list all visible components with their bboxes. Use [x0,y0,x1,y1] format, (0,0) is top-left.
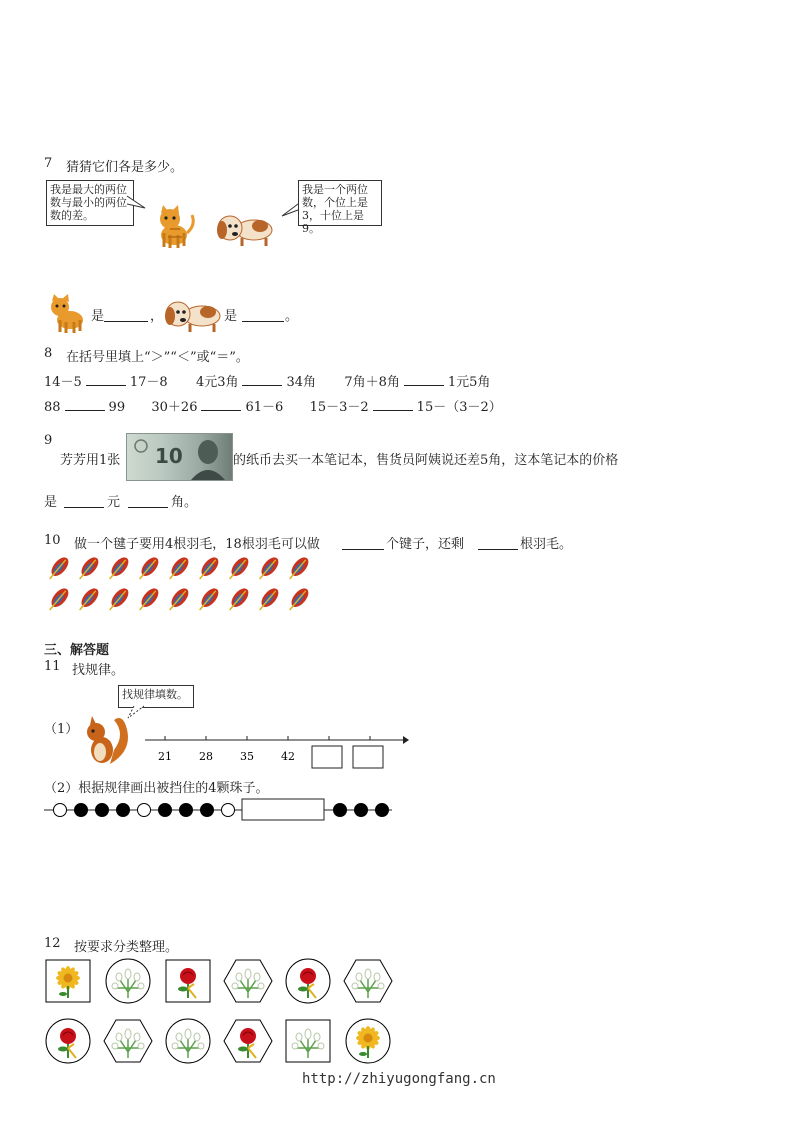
circle-lily-card[interactable] [164,1018,212,1064]
black-bead [376,804,389,817]
q8-r2-right-1: 99 [108,400,126,415]
q8-r1-left-3: 7角＋8角 [344,375,400,390]
q7-blank-dog[interactable] [242,307,284,322]
feather-icon [104,555,132,583]
feather-icon [284,555,312,583]
q8-r2-left-2: 30＋26 [151,400,198,415]
q9-line2-start: 是 [44,495,58,510]
q8-r1-right-2: 34角 [286,375,317,390]
number-line-label: 28 [199,750,213,763]
feather-icon [224,555,252,583]
q7-blank-cat[interactable] [104,307,148,322]
q8-r2-right-2: 61－6 [245,400,284,415]
q8-r1-blank-1[interactable] [86,371,126,386]
dog-icon [214,208,274,248]
black-bead [117,804,130,817]
squirrel-bubble-text: 找规律填数。 [122,688,188,701]
number-line-label: 35 [240,750,254,763]
q11-number: 11 [44,659,61,674]
white-bead [222,804,235,817]
dog-bubble-text: 我是一个两位数，个位上是3，十位上是9。 [302,183,368,235]
q8-r1-blank-2[interactable] [242,371,282,386]
q8-r2-blank-3[interactable] [373,396,413,411]
squirrel-speech-bubble [118,685,194,708]
hexagon-rose-card[interactable] [224,1018,272,1064]
q7-answer-is-2: 是 [224,309,238,324]
feather-icon [164,555,192,583]
banknote-portrait-icon [189,436,227,480]
q12-number: 12 [44,936,61,951]
feather-icon [104,586,132,614]
hexagon-lily-card[interactable] [224,958,272,1004]
q11-part2-label: （2）根据规律画出被挡住的4颗珠子。 [44,781,269,796]
q11-prompt: 找规律。 [72,663,125,678]
q10-text-c: 根羽毛。 [520,537,573,552]
white-bead [138,804,151,817]
feather-icon [44,586,72,614]
q8-r1-left-2: 4元3角 [195,375,239,390]
q8-row2 [44,396,502,415]
feather-icon [284,586,312,614]
section-title: 三、解答题 [44,643,110,658]
circle-lily-card[interactable] [104,958,152,1004]
q12-prompt: 按要求分类整理。 [74,940,179,955]
cat-small-icon [44,294,90,334]
q7-answer-is-1: 是 [91,309,105,324]
banknote-value: 10 [155,444,183,468]
q7-comma: ， [150,309,164,324]
black-bead [96,804,109,817]
cat-icon [150,205,198,249]
q8-r2-left-3: 15－3－2 [309,400,369,415]
q8-r1-blank-3[interactable] [404,371,444,386]
q9-unit-yuan: 元 [107,495,121,510]
square-lily-card[interactable] [284,1018,332,1064]
q9-number: 9 [44,433,53,448]
feather-icon [224,586,252,614]
hidden-beads-box [242,799,324,820]
dog-speech-bubble [298,180,382,235]
black-bead [180,804,193,817]
square-rose-card[interactable] [164,958,212,1004]
feather-icon [194,555,222,583]
feather-icon [74,586,102,614]
feather-icon [74,555,102,583]
number-line-label: 21 [158,750,172,763]
q8-r1-right-1: 17－8 [129,375,168,390]
feather-icon [134,586,162,614]
number-answer-box[interactable] [353,746,383,768]
q8-r2-blank-1[interactable] [65,396,105,411]
flower-card-grid [44,958,404,1068]
q9-blank-yuan[interactable] [64,493,104,508]
black-bead [75,804,88,817]
black-bead [355,804,368,817]
feather-icon [254,555,282,583]
q8-prompt: 在括号里填上“＞”“＜”或“＝”。 [66,350,249,365]
q9-unit-jiao: 角。 [171,495,198,510]
q10-blank-count[interactable] [342,535,384,550]
circle-sunflower-card[interactable] [344,1018,392,1064]
q10-number: 10 [44,533,61,548]
number-line-label: 42 [281,750,295,763]
cat-bubble-tail [127,196,147,210]
q8-r1-left-1: 14－5 [44,375,82,390]
hexagon-lily-card[interactable] [344,958,392,1004]
black-bead [159,804,172,817]
q8-r1-right-3: 1元5角 [447,375,491,390]
q7-prompt: 猜猜它们各是多少。 [66,160,184,175]
q9-text-after: 的纸币去买一本笔记本，售货员阿姨说还差5角，这本笔记本的价格 [233,453,619,468]
cat-speech-bubble [46,180,134,226]
number-answer-box[interactable] [312,746,342,768]
q8-r2-right-3: 15－（3－2） [416,400,502,415]
feather-icon [194,586,222,614]
banknote-emblem-icon [133,438,149,454]
white-bead [54,804,67,817]
q8-row1 [44,371,490,390]
feather-icon [254,586,282,614]
q7-period: 。 [285,309,299,324]
q9-blank-jiao[interactable] [128,493,168,508]
circle-rose-card[interactable] [284,958,332,1004]
square-sunflower-card[interactable] [44,958,92,1004]
q8-r2-blank-2[interactable] [201,396,241,411]
q7-number: 7 [44,156,53,171]
q8-r2-left-1: 88 [44,400,61,415]
black-bead [334,804,347,817]
footer-url: http://zhiyugongfang.cn [302,1071,496,1087]
q10-text-b: 个键子，还剩 [386,537,465,552]
banknote-image [126,433,233,481]
q8-number: 8 [44,346,53,361]
feather-group [44,555,334,615]
black-bead [201,804,214,817]
q9-text-before: 芳芳用1张 [60,453,121,468]
q10-blank-rest[interactable] [478,535,518,550]
bead-string [44,798,394,822]
dog-small-icon [162,296,222,334]
feather-icon [134,555,162,583]
q11-part1-label: （1） [44,722,79,737]
feather-icon [44,555,72,583]
cat-bubble-text: 我是最大的两位数与最小的两位数的差。 [50,183,127,222]
feather-icon [164,586,192,614]
number-line [145,730,410,775]
squirrel-icon [80,710,132,766]
q10-text-a: 做一个毽子要用4根羽毛，18根羽毛可以做 [74,537,320,552]
circle-rose-card[interactable] [44,1018,92,1064]
hexagon-lily-card[interactable] [104,1018,152,1064]
